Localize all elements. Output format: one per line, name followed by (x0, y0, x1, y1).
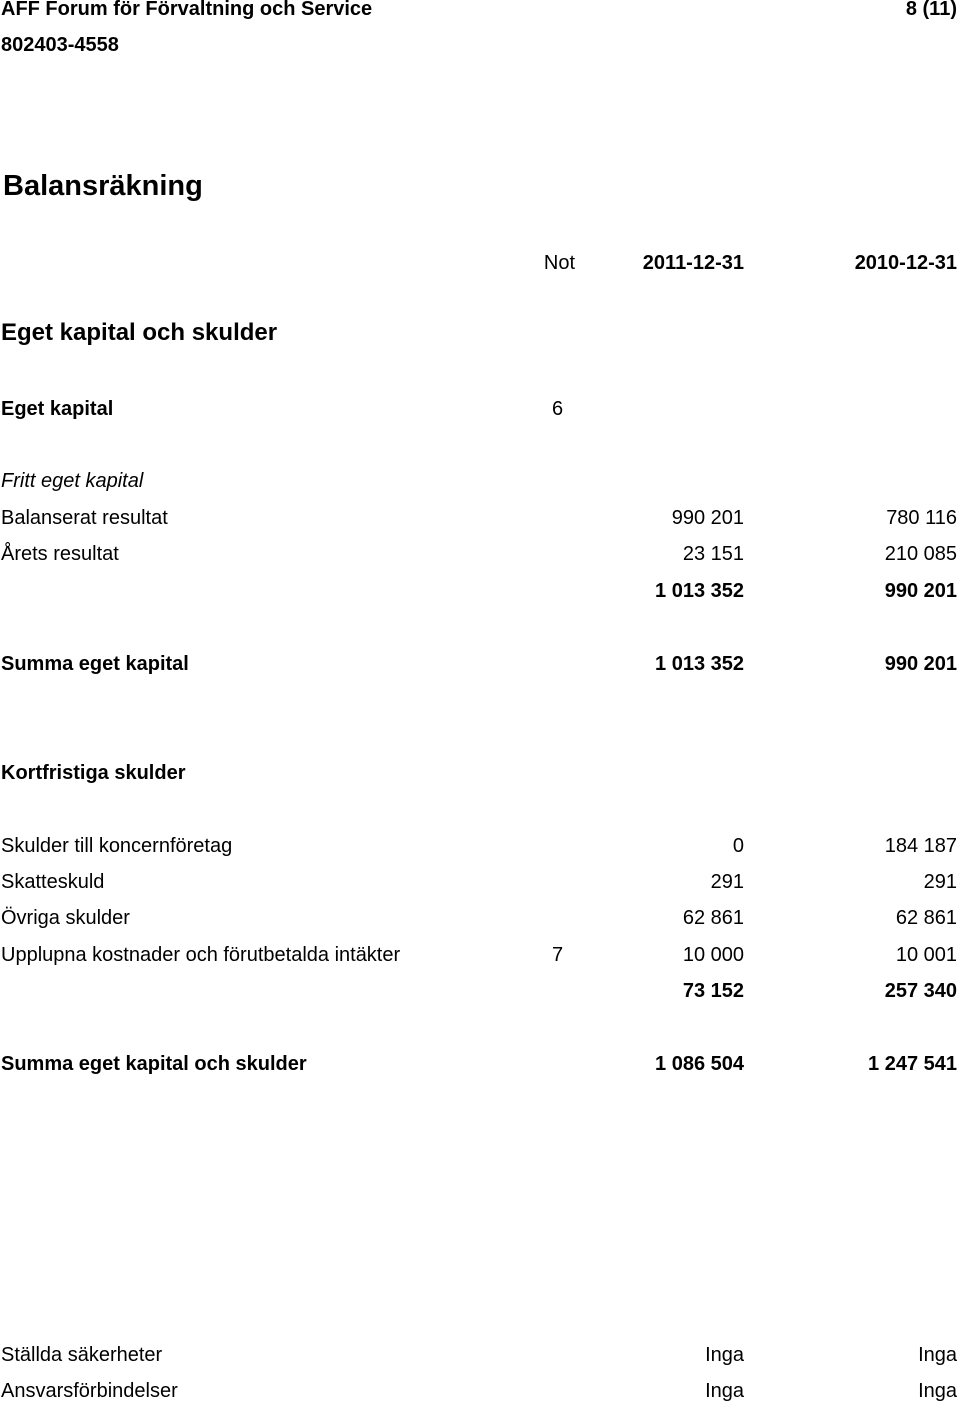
row-value-2010: Inga (918, 1380, 957, 1402)
row-value-2010: 62 861 (895, 907, 957, 929)
page-title: Balansräkning (3, 170, 203, 202)
row-value-2010: 184 187 (884, 835, 957, 857)
table-row (0, 540, 958, 568)
row-value-2011: 10 000 (682, 944, 744, 966)
grand-total-2011: 1 086 504 (655, 1053, 744, 1075)
row-value-2011: 62 861 (682, 907, 744, 929)
equity-total-row (0, 650, 958, 678)
row-value-2010: Inga (918, 1344, 957, 1366)
row-label: Upplupna kostnader och förutbetalda intäkter (1, 944, 401, 966)
equity-note: 6 (552, 398, 564, 420)
org-number: 802403-4558 (1, 34, 119, 56)
equity-total-2011: 1 013 352 (655, 653, 744, 675)
table-row (0, 504, 958, 532)
row-note: 7 (552, 944, 564, 966)
grand-total-2010: 1 247 541 (868, 1053, 957, 1075)
subtotal-2010: 990 201 (884, 580, 957, 602)
table-row (0, 868, 958, 896)
equity-subtotal-row (0, 577, 958, 605)
liabilities-subtotal-row (0, 977, 958, 1005)
row-value-2011: 990 201 (671, 507, 744, 529)
row-label: Skatteskuld (1, 871, 105, 893)
free-equity-label: Fritt eget kapital (1, 470, 144, 492)
table-row (0, 1341, 958, 1369)
column-header-2010: 2010-12-31 (854, 252, 957, 274)
row-value-2010: 780 116 (886, 507, 957, 529)
row-value-2011: Inga (705, 1380, 744, 1402)
row-label: Årets resultat (1, 543, 119, 565)
page-number: 8 (11) (905, 0, 957, 20)
free-equity-subheading (0, 467, 958, 495)
row-value-2011: Inga (705, 1344, 744, 1366)
row-value-2011: 291 (710, 871, 744, 893)
section-heading: Eget kapital och skulder (1, 319, 278, 346)
row-value-2010: 291 (923, 871, 957, 893)
subtotal-2010: 257 340 (884, 980, 957, 1002)
org-number-line (0, 31, 958, 59)
table-row (0, 1377, 958, 1405)
equity-total-label: Summa eget kapital (1, 653, 189, 675)
row-value-2011: 23 151 (682, 543, 744, 565)
equity-total-2010: 990 201 (884, 653, 957, 675)
row-label: Skulder till koncernföretag (1, 835, 233, 857)
page-header (0, 0, 958, 23)
row-label: Ansvarsförbindelser (1, 1380, 178, 1402)
table-row (0, 904, 958, 932)
table-row (0, 832, 958, 860)
row-label: Balanserat resultat (1, 507, 168, 529)
column-headers (0, 249, 958, 277)
equity-heading-row (0, 395, 958, 423)
subtotal-2011: 1 013 352 (655, 580, 744, 602)
liabilities-heading: Kortfristiga skulder (1, 762, 186, 784)
row-value-2010: 10 001 (895, 944, 957, 966)
column-header-not: Not (543, 252, 575, 274)
table-row (0, 941, 958, 969)
company-name: AFF Forum för Förvaltning och Service (1, 0, 373, 20)
row-value-2010: 210 085 (884, 543, 957, 565)
row-label: Ställda säkerheter (1, 1344, 163, 1366)
grand-total-row (0, 1050, 958, 1078)
equity-heading: Eget kapital (1, 398, 114, 420)
column-header-2011: 2011-12-31 (642, 252, 744, 274)
subtotal-2011: 73 152 (682, 980, 744, 1002)
grand-total-label: Summa eget kapital och skulder (1, 1053, 307, 1075)
row-value-2011: 0 (732, 835, 744, 857)
row-label: Övriga skulder (1, 907, 130, 929)
liabilities-heading-row (0, 759, 958, 787)
